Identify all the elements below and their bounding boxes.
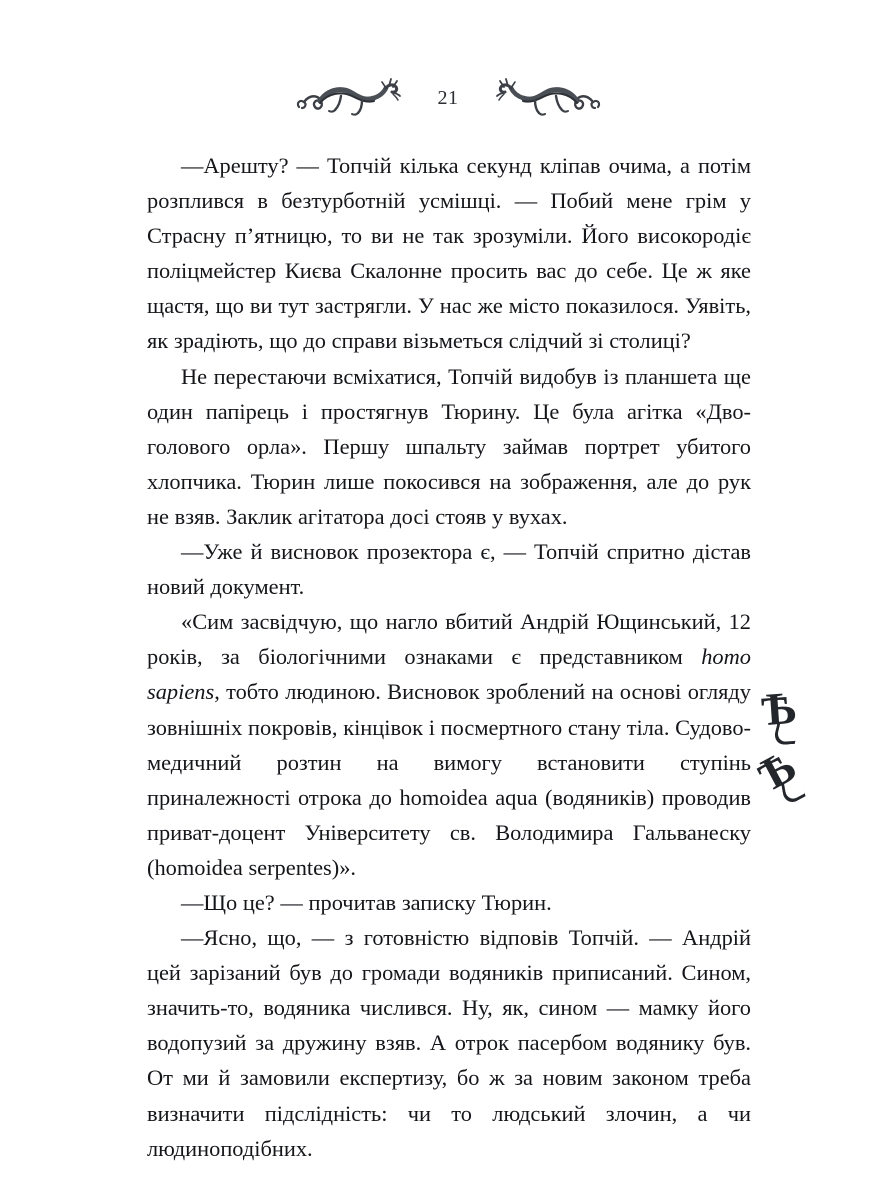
yat-ornament-lower xyxy=(748,739,804,802)
yat-glyph-upper: Ѣ xyxy=(759,681,798,736)
paragraph: —Арешту? — Топчій кілька секунд кліпав очима, а потім розплився в безтурботній усмішці. — Побий мене грім у Страсну п’ятницю, то ви не так зрозуміли. Його високородіє поліцмейстер Києва Скалонне просить вас до себе. Це ж яке щастя, що ви тут застрягли. У нас же місто показилося. Уявіть, як зрадіють, що до справи візьметься слідчий зі столиці? xyxy=(147,153,751,354)
running-head xyxy=(0,76,896,122)
text-column xyxy=(147,148,751,1166)
dragon-ornament-left xyxy=(294,77,402,121)
latin-species-name: homo sapiens xyxy=(147,644,751,705)
paragraph: —Уже й висновок прозектора є, — Топчій спритно дістав новий документ. xyxy=(147,539,751,600)
dragon-ornament-right xyxy=(495,77,603,121)
text-run: , тобто людиною. Висновок зроблений на основі огляду зовнішніх покровів, кінцівок і посмертного стану тіла. Судово-медичний розтин на вимогу встановити ступінь приналежності отрока до homoidea aqua (водяників) проводив приват-доцент Університету св. Володимира Гальванеску (homoidea serpentes)». xyxy=(147,679,751,880)
paragraph-quoted-report xyxy=(147,604,751,885)
yat-ornament-upper xyxy=(759,681,798,736)
text-run: «Сим засвідчую, що нагло вбитий Андрій Ющинський, 12 років, за біологічними ознаками є представником xyxy=(147,609,751,670)
paragraph: —Ясно, що, — з готовністю відповів Топчій. — Андрій цей зарізаний був до громади водяників приписаний. Сином, значить-то, водяника числився. Ну, як, сином — мамку його водопузий за дружину взяв. А отрок пасербом водянику був. От ми й замовили експертизу, бо ж за новим законом треба визначити підслідність: чи то людський злочин, а чи людиноподібних. xyxy=(147,925,751,1161)
margin-ornament-group xyxy=(748,681,817,812)
paragraph: Не перестаючи всміхатися, Топчій видобув із планшета ще один папірець і простягнув Тюрину. Це була агітка «Двоголового орла». Першу шпальту займав портрет убитого хлопчика. Тюрин лише покосився на зображення, але до рук не взяв. Заклик агітатора досі стояв у вухах. xyxy=(147,363,751,529)
paragraph: —Що це? — прочитав записку Тюрин. xyxy=(181,889,552,915)
page-number: 21 xyxy=(437,87,459,109)
yat-glyph-lower: Ѣ xyxy=(748,739,804,802)
